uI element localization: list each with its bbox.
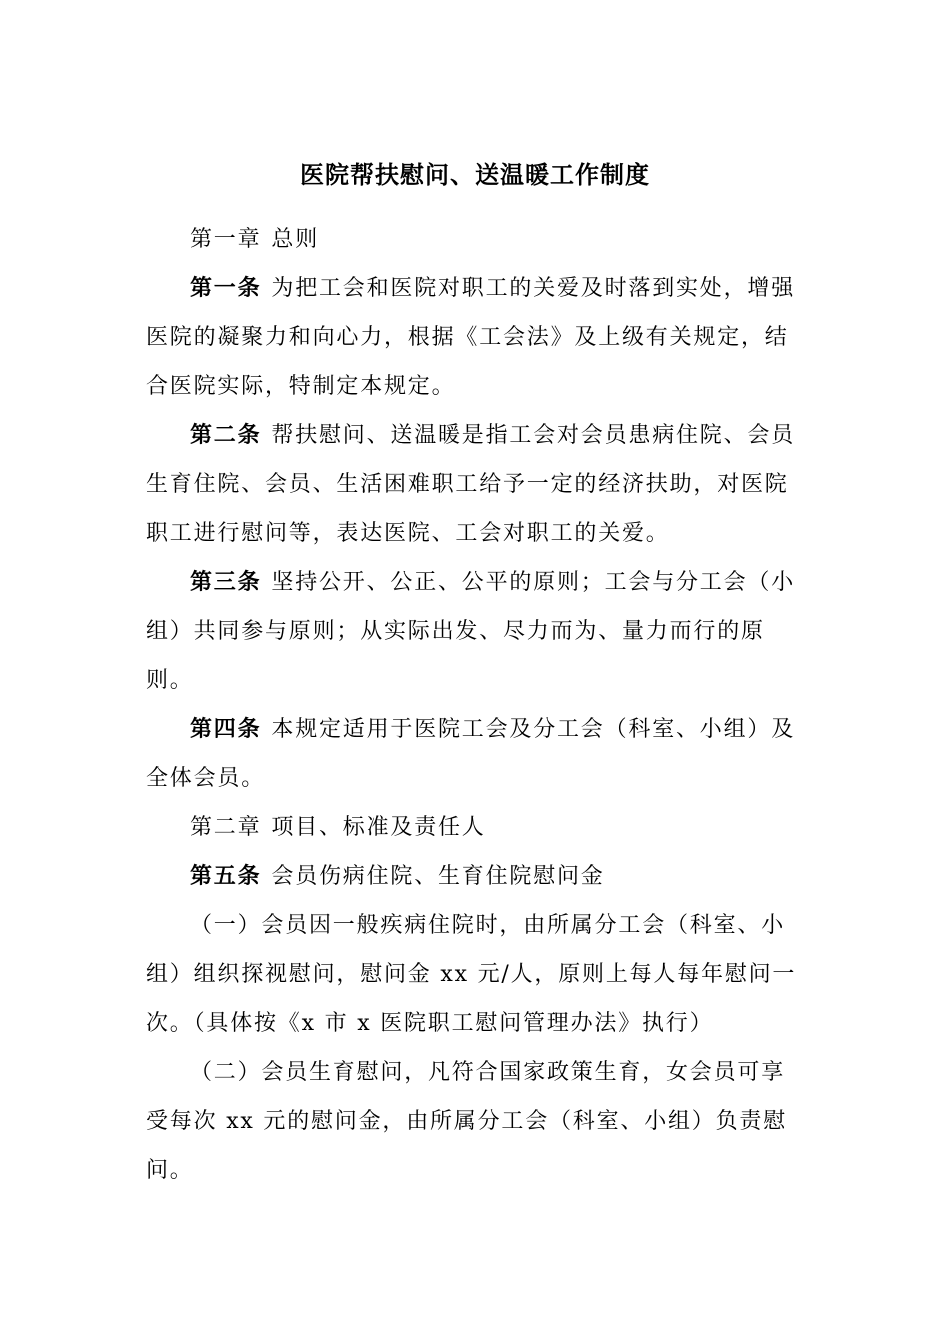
article-3	[146, 558, 806, 705]
article-label: 第四条	[190, 717, 262, 742]
article-label: 第五条	[190, 864, 262, 889]
chapter-heading-1	[146, 215, 806, 264]
article-text: 会员伤病住院、生育住院慰问金	[271, 864, 605, 889]
document-title: 医院帮扶慰问、送温暖工作制度	[300, 161, 650, 189]
chapter-name: 项目、标准及责任人	[271, 815, 486, 840]
article-text: 帮扶慰问、送温暖是指工会对会员患病住院、会员生育住院、会员、生活困难职工给予一定的经济扶助，对医院职工进行慰问等，表达医院、工会对职工的关爱。	[146, 423, 796, 546]
chapter-number: 第二章	[190, 815, 262, 840]
chapter-number: 第一章	[190, 227, 262, 252]
article-text: 坚持公开、公正、公平的原则；工会与分工会（小组）共同参与原则；从实际出发、尽力而为、量力而行的原则。	[146, 570, 796, 693]
article-text: 为把工会和医院对职工的关爱及时落到实处，增强医院的凝聚力和向心力，根据《工会法》及上级有关规定，结合医院实际，特制定本规定。	[146, 276, 796, 399]
document-body	[146, 215, 806, 1195]
article-4	[146, 705, 806, 803]
article-label: 第三条	[190, 570, 262, 595]
article-label: 第一条	[190, 276, 262, 301]
article-text: 本规定适用于医院工会及分工会（科室、小组）及全体会员。	[146, 717, 796, 791]
chapter-heading-2	[146, 803, 806, 852]
article-label: 第二条	[190, 423, 262, 448]
chapter-name: 总则	[271, 227, 320, 252]
article-2	[146, 411, 806, 558]
article-5	[146, 852, 806, 901]
list-item-1: （一）会员因一般疾病住院时，由所属分工会（科室、小组）组织探视慰问，慰问金 xx 元/人，原则上每人每年慰问一次。（具体按《x 市 x 医院职工慰问管理办法》执行）	[146, 913, 797, 1036]
article-1	[146, 264, 806, 411]
list-item-2: （二）会员生育慰问，凡符合国家政策生育，女会员可享受每次 xx 元的慰问金，由所属分工会（科室、小组）负责慰问。	[146, 1060, 788, 1183]
